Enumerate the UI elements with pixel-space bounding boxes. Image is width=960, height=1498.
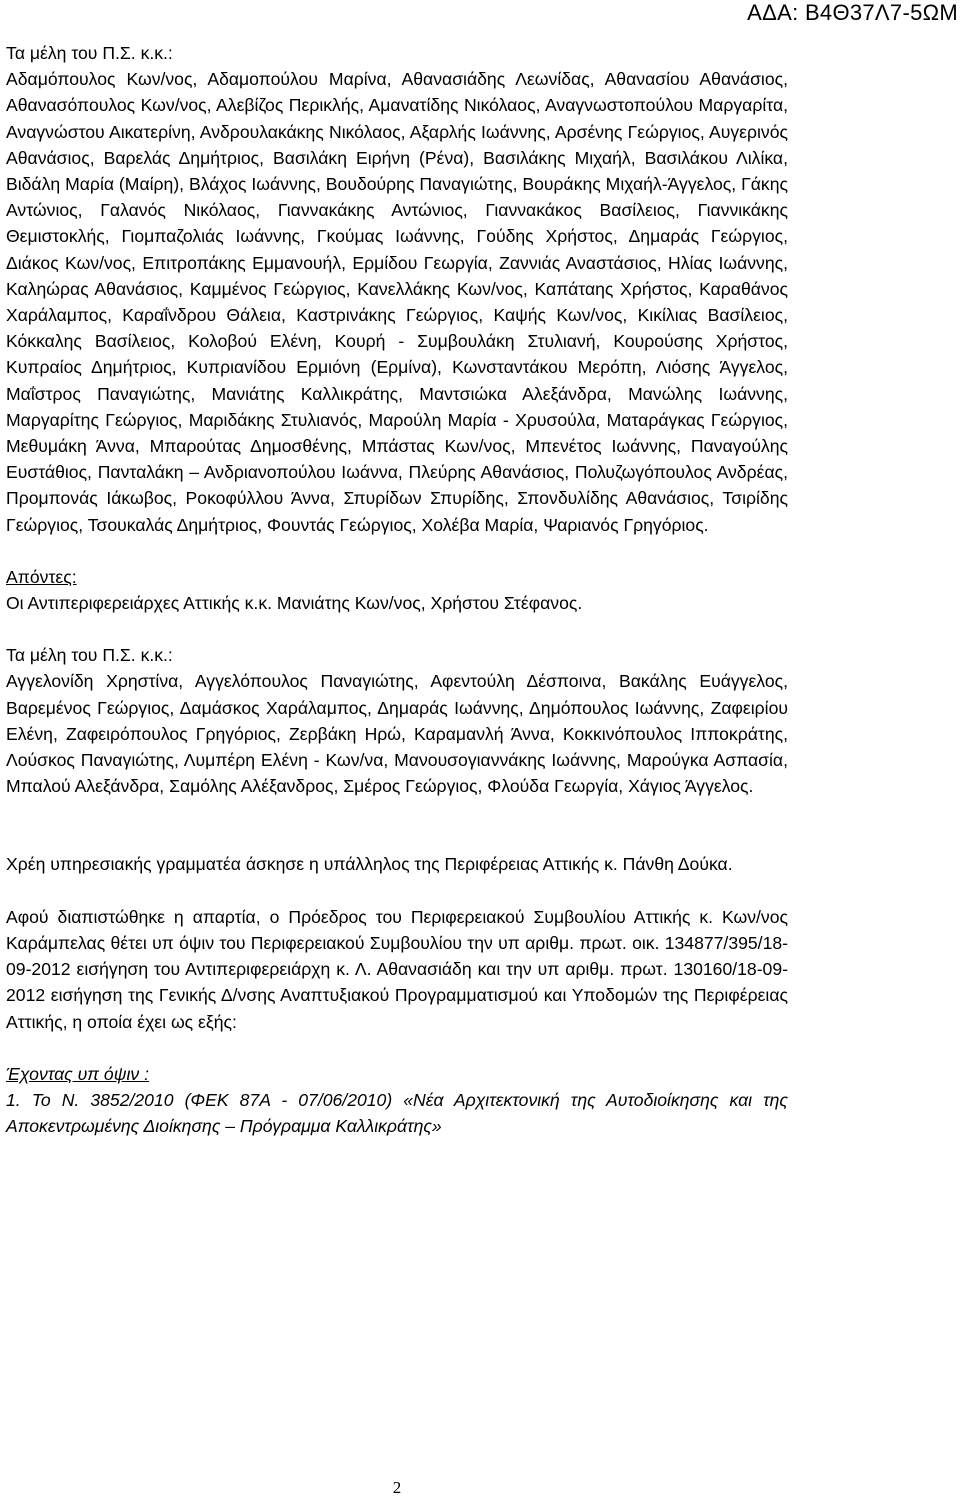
members-present-heading: Τα μέλη του Π.Σ. κ.κ.:	[6, 43, 173, 63]
absent-section	[6, 564, 788, 616]
absent-text: Οι Αντιπεριφερειάρχες Αττικής κ.κ. Μανιάτης Κων/νος, Χρήστου Στέφανος.	[6, 593, 583, 614]
members-present-list: Αδαμόπουλος Κων/νος, Αδαμοπούλου Μαρίνα, Αθανασιάδης Λεωνίδας, Αθανασίου Αθανάσιος, Αθανασόπουλος Κων/νος, Αλεβίζος Περικλής, Αμανατίδης Νικόλαος, Αναγνωστοπούλου Μαργαρίτα, Αναγνώστου Αικατερίνη, Ανδρουλακάκης Νικόλαος, Αξαρλής Ιωάννης, Αρσένης Γεώργιος, Αυγερινός Αθανάσιος, Βαρελάς Δημήτριος, Βασιλάκη Ειρήνη (Ρένα), Βασιλάκης Μιχαήλ, Βασιλάκου Λιλίκα, Βιδάλη Μαρία (Μαίρη), Βλάχος Ιωάννης, Βουδούρης Παναγιώτης, Βουράκης Μιχαήλ-Άγγελος, Γάκης Αντώνιος, Γαλανός Νικόλαος, Γιαννακάκης Αντώνιος, Γιαννακάκος Βασίλειος, Γιαννικάκης Θεμιστοκλής, Γιομπαζολιάς Ιωάννης, Γκούμας Ιωάννης, Γούδης Χρήστος, Δημαράς Γεώργιος, Διάκος Κων/νος, Επιτροπάκης Εμμανουήλ, Ερμίδου Γεωργία, Ζαννιάς Αναστάσιος, Ηλίας Ιωάννης, Καληώρας Αθανάσιος, Καμμένος Γεώργιος, Κανελλάκης Κων/νος, Καπάταης Χρήστος, Καραθάνος Χαράλαμπος, Καραΐνδρου Θάλεια, Καστρινάκης Γεώργιος, Καψής Κων/νος, Κικίλιας Βασίλειος, Κόκκαλης Βασίλειος, Κολοβού Ελένη, Κουρή - Συμβουλάκη Στυλιανή, Κουρούσης Χρήστος, Κυπραίος Δημήτριος, Κυπριανίδου Ερμιόνη (Ερμίνα), Κωνσταντάκου Μερόπη, Λιόσης Άγγελος, Μαΐστρος Παναγιώτης, Μανιάτης Καλλικράτης, Μαντσιώκα Αλεξάνδρα, Μανώλης Ιωάννης, Μαργαρίτης Γεώργιος, Μαριδάκης Στυλιανός, Μαρούλη Μαρία - Χρυσούλα, Ματαράγκας Γεώργιος, Μεθυμάκη Άννα, Μπαρούτας Δημοσθένης, Μπάστας Κων/νος, Μπενέτος Ιωάννης, Παναγούλης Ευστάθιος, Πανταλάκη – Ανδριανοπούλου Ιωάννα, Πλεύρης Αθανάσιος, Πολυζωγόπουλος Ανδρέας, Προμπονάς Ιάκωβος, Ροκοφύλλου Άννα, Σπυρίδων Σπυρίδης, Σπονδυλίδης Αθανάσιος, Τσιρίδης Γεώργιος, Τσουκαλάς Δημήτριος, Φουντάς Γεώργιος, Χολέβα Μαρία, Ψαριανός Γρηγόριος.	[6, 69, 788, 535]
considering-item: 1. Το Ν. 3852/2010 (ΦΕΚ 87Α - 07/06/2010) «Νέα Αρχιτεκτονική της Αυτοδιοίκησης και της Αποκεντρωμένης Διοίκησης – Πρόγραμμα Καλλικράτης»	[6, 1089, 788, 1137]
members-absent-section	[6, 642, 788, 799]
secretary-text: Χρέη υπηρεσιακής γραμματέα άσκησε η υπάλληλος της Περιφέρειας Αττικής κ. Πάνθη Δούκα.	[6, 854, 733, 875]
document-body	[6, 40, 788, 1139]
quorum-text: Αφού διαπιστώθηκε η απαρτία, ο Πρόεδρος του Περιφερειακού Συμβουλίου Αττικής κ. Κων/νος Καράμπελας θέτει υπ όψιν του Περιφερειακού Συμβουλίου την υπ αριθμ. πρωτ. οικ. 134877/395/18-09-2012 εισήγηση του Αντιπεριφερειάρχη κ. Λ. Αθανασιάδη και την υπ αριθμ. πρωτ. 130160/18-09-2012 εισήγηση της Γενικής Δ/νσης Αναπτυξιακού Προγραμματισμού και Υποδομών της Περιφέρειας Αττικής, η οποία έχει ως εξής:	[6, 906, 788, 1032]
members-absent-heading: Τα μέλη του Π.Σ. κ.κ.:	[6, 645, 173, 666]
absent-heading: Απόντες:	[6, 566, 77, 587]
ada-code: ΑΔΑ: Β4Θ37Λ7-5ΩΜ	[747, 0, 958, 25]
considering-heading: Έχοντας υπ όψιν :	[6, 1063, 149, 1084]
members-absent-list: Αγγελονίδη Χρηστίνα, Αγγελόπουλος Παναγιώτης, Αφεντούλη Δέσποινα, Βακάλης Ευάγγελος, Βαρεμένος Γεώργιος, Δαμάσκος Χαράλαμπος, Δημαράς Ιωάννης, Δημόπουλος Ιωάννης, Ζαφειρίου Ελένη, Ζαφειρόπουλος Γρηγόριος, Ζερβάκη Ηρώ, Καραμανλή Άννα, Κοκκινόπουλος Ιπποκράτης, Λούσκος Παναγιώτης, Λυμπέρη Ελένη - Κων/να, Μανουσογιαννάκης Ιωάννης, Μαρούγκα Ασπασία, Μπαλού Αλεξάνδρα, Σαμόλης Αλέξανδρος, Σμέρος Γεώργιος, Φλούδα Γεωργία, Χάγιος Άγγελος.	[6, 671, 788, 797]
members-present-section	[6, 40, 788, 538]
secretary-section	[6, 851, 788, 877]
page-number: 2	[392, 1478, 402, 1497]
considering-section	[6, 1061, 788, 1140]
quorum-section	[6, 904, 788, 1035]
